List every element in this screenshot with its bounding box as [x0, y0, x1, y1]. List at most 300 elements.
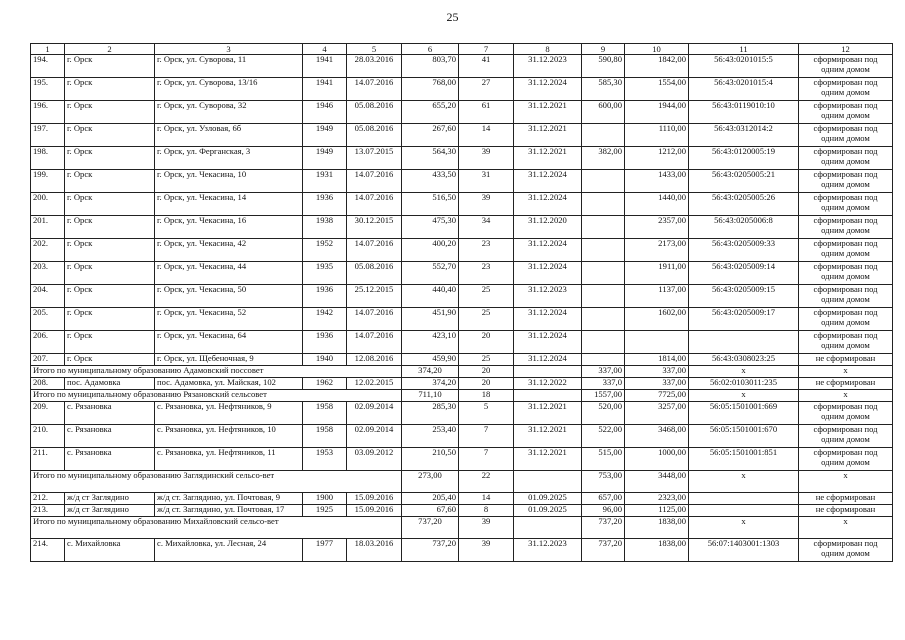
- table-cell: 203.: [31, 262, 65, 285]
- table-row: [31, 78, 893, 101]
- column-number-row: [31, 44, 893, 55]
- table-cell: 31.12.2021: [514, 448, 582, 471]
- table-cell: 1949: [303, 147, 347, 170]
- table-cell: 768,00: [402, 78, 459, 101]
- subtotal-label: Итого по муниципальному образованию Заглядинский сельсо-вет: [31, 471, 402, 493]
- table-row: [31, 147, 893, 170]
- table-cell: 209.: [31, 402, 65, 425]
- table-cell: 475,30: [402, 216, 459, 239]
- table-cell: 1814,00: [625, 354, 689, 366]
- table-cell: 423,10: [402, 331, 459, 354]
- table-cell: 1949: [303, 124, 347, 147]
- table-cell: сформирован под одним домом: [799, 78, 893, 101]
- table-cell: 285,30: [402, 402, 459, 425]
- table-cell: 1931: [303, 170, 347, 193]
- subtotal-row: [31, 471, 893, 493]
- table-cell: 22: [459, 471, 514, 493]
- table-cell: г. Орск: [65, 170, 155, 193]
- column-header: 12: [799, 44, 893, 55]
- table-cell: 5: [459, 402, 514, 425]
- table-cell: 1925: [303, 505, 347, 517]
- table-cell: сформирован под одним домом: [799, 101, 893, 124]
- table-cell: 208.: [31, 378, 65, 390]
- table-cell: 15.09.2016: [347, 493, 402, 505]
- table-cell: 202.: [31, 239, 65, 262]
- table-cell: сформирован под одним домом: [799, 285, 893, 308]
- table-cell: 31.12.2021: [514, 402, 582, 425]
- table-row: [31, 505, 893, 517]
- table-row: [31, 216, 893, 239]
- table-cell: г. Орск: [65, 78, 155, 101]
- table-cell: 1935: [303, 262, 347, 285]
- table-cell: [582, 124, 625, 147]
- table-cell: [582, 285, 625, 308]
- table-cell: г. Орск: [65, 354, 155, 366]
- table-cell: 31.12.2023: [514, 539, 582, 562]
- table-cell: не сформирован: [799, 354, 893, 366]
- table-cell: 39: [459, 539, 514, 562]
- table-cell: г. Орск: [65, 216, 155, 239]
- column-header: 7: [459, 44, 514, 55]
- table-cell: г. Орск, ул. Узловая, 6б: [155, 124, 303, 147]
- table-cell: 56:02:0103011:235: [689, 378, 799, 390]
- table-cell: 522,00: [582, 425, 625, 448]
- table-cell: 67,60: [402, 505, 459, 517]
- table-cell: сформирован под одним домом: [799, 239, 893, 262]
- table-cell: 737,20: [582, 539, 625, 562]
- table-cell: 56:05:1501001:669: [689, 402, 799, 425]
- table-cell: 655,20: [402, 101, 459, 124]
- table-cell: 440,40: [402, 285, 459, 308]
- table-cell: 56:43:0308023:25: [689, 354, 799, 366]
- table-cell: 564,30: [402, 147, 459, 170]
- table-cell: 1838,00: [625, 517, 689, 539]
- table-cell: 1900: [303, 493, 347, 505]
- table-cell: 31.12.2024: [514, 308, 582, 331]
- table-cell: г. Орск, ул. Чекасина, 14: [155, 193, 303, 216]
- table-cell: 1838,00: [625, 539, 689, 562]
- table-row: [31, 308, 893, 331]
- subtotal-row: [31, 390, 893, 402]
- table-cell: 737,20: [582, 517, 625, 539]
- table-cell: 253,40: [402, 425, 459, 448]
- table-cell: г. Орск: [65, 331, 155, 354]
- table-cell: 210,50: [402, 448, 459, 471]
- table-cell: 05.08.2016: [347, 262, 402, 285]
- table-cell: 3448,00: [625, 471, 689, 493]
- table-cell: [689, 331, 799, 354]
- table-cell: 803,70: [402, 55, 459, 78]
- column-header: 1: [31, 44, 65, 55]
- table-cell: г. Орск, ул. Чекасина, 50: [155, 285, 303, 308]
- table-cell: с. Михайловка: [65, 539, 155, 562]
- table-cell: 1958: [303, 425, 347, 448]
- table-cell: 753,00: [582, 471, 625, 493]
- table-cell: 14.07.2016: [347, 331, 402, 354]
- table-cell: 56:43:0205005:26: [689, 193, 799, 216]
- table-cell: сформирован под одним домом: [799, 539, 893, 562]
- table-cell: 2357,00: [625, 216, 689, 239]
- table-cell: 56:43:0205009:33: [689, 239, 799, 262]
- table-row: [31, 239, 893, 262]
- table-row: [31, 493, 893, 505]
- table-cell: сформирован под одним домом: [799, 331, 893, 354]
- column-header: 10: [625, 44, 689, 55]
- table-cell: 199.: [31, 170, 65, 193]
- table-cell: х: [799, 471, 893, 493]
- table-cell: 15.09.2016: [347, 505, 402, 517]
- table-cell: 31.12.2023: [514, 55, 582, 78]
- table-cell: 273,00: [402, 471, 459, 493]
- table-cell: 39: [459, 193, 514, 216]
- table-cell: сформирован под одним домом: [799, 193, 893, 216]
- table-cell: 600,00: [582, 101, 625, 124]
- table-cell: 1936: [303, 331, 347, 354]
- table-cell: 56:43:0201015:4: [689, 78, 799, 101]
- table-cell: 7: [459, 425, 514, 448]
- table-row: [31, 378, 893, 390]
- table-cell: 05.08.2016: [347, 124, 402, 147]
- table-cell: 31.12.2024: [514, 239, 582, 262]
- table-row: [31, 285, 893, 308]
- table-cell: 56:05:1501001:851: [689, 448, 799, 471]
- table-cell: не сформирован: [799, 505, 893, 517]
- table-cell: 515,00: [582, 448, 625, 471]
- table-cell: 337,00: [625, 378, 689, 390]
- table-cell: 1941: [303, 78, 347, 101]
- table-cell: 56:43:0312014:2: [689, 124, 799, 147]
- table-cell: 205.: [31, 308, 65, 331]
- table-cell: 374,20: [402, 366, 459, 378]
- table-cell: [582, 354, 625, 366]
- table-cell: 30.12.2015: [347, 216, 402, 239]
- table-cell: 14.07.2016: [347, 308, 402, 331]
- table-row: [31, 448, 893, 471]
- table-row: [31, 539, 893, 562]
- table-cell: 2173,00: [625, 239, 689, 262]
- table-cell: 02.09.2014: [347, 425, 402, 448]
- table-cell: 206.: [31, 331, 65, 354]
- table-cell: 657,00: [582, 493, 625, 505]
- table-cell: 1842,00: [625, 55, 689, 78]
- table-cell: [625, 331, 689, 354]
- table-cell: 198.: [31, 147, 65, 170]
- subtotal-label: Итого по муниципальному образованию Михайловский сельсо-вет: [31, 517, 402, 539]
- table-cell: 56:43:0119010:10: [689, 101, 799, 124]
- table-cell: 451,90: [402, 308, 459, 331]
- table-cell: 337,00: [625, 366, 689, 378]
- table-cell: 12.02.2015: [347, 378, 402, 390]
- table-cell: 34: [459, 216, 514, 239]
- table-cell: [582, 170, 625, 193]
- table-cell: г. Орск, ул. Суворова, 13/16: [155, 78, 303, 101]
- table-cell: [514, 390, 582, 402]
- table-cell: г. Орск, ул. Чекасина, 44: [155, 262, 303, 285]
- table-cell: 96,00: [582, 505, 625, 517]
- table-row: [31, 425, 893, 448]
- table-cell: 1941: [303, 55, 347, 78]
- table-row: [31, 55, 893, 78]
- table-cell: 02.09.2014: [347, 402, 402, 425]
- table-cell: 31.12.2024: [514, 262, 582, 285]
- table-cell: ж/д ст. Заглядино, ул. Почтовая, 17: [155, 505, 303, 517]
- table-cell: сформирован под одним домом: [799, 147, 893, 170]
- table-cell: 56:43:0201015:5: [689, 55, 799, 78]
- table-cell: 382,00: [582, 147, 625, 170]
- table-cell: 56:43:0205009:17: [689, 308, 799, 331]
- table-cell: 23: [459, 239, 514, 262]
- table-cell: [582, 239, 625, 262]
- table-cell: х: [689, 471, 799, 493]
- table-cell: г. Орск: [65, 285, 155, 308]
- table-cell: 25: [459, 308, 514, 331]
- table-row: [31, 402, 893, 425]
- table-cell: 18.03.2016: [347, 539, 402, 562]
- table-cell: г. Орск, ул. Щебеночная, 9: [155, 354, 303, 366]
- table-cell: 31.12.2024: [514, 331, 582, 354]
- table-cell: [514, 471, 582, 493]
- table-cell: сформирован под одним домом: [799, 262, 893, 285]
- table-cell: 28.03.2016: [347, 55, 402, 78]
- table-cell: 01.09.2025: [514, 505, 582, 517]
- table-cell: 1936: [303, 193, 347, 216]
- table-cell: г. Орск: [65, 239, 155, 262]
- table-cell: 56:07:1403001:1303: [689, 539, 799, 562]
- table-cell: 195.: [31, 78, 65, 101]
- table-cell: 31: [459, 170, 514, 193]
- table-cell: 13.07.2015: [347, 147, 402, 170]
- column-header: 6: [402, 44, 459, 55]
- table-cell: 1958: [303, 402, 347, 425]
- table-cell: сформирован под одним домом: [799, 216, 893, 239]
- table-cell: 14.07.2016: [347, 239, 402, 262]
- table-cell: 1942: [303, 308, 347, 331]
- table-cell: [689, 493, 799, 505]
- table-cell: 197.: [31, 124, 65, 147]
- table-cell: 56:05:1501001:670: [689, 425, 799, 448]
- table-cell: 1110,00: [625, 124, 689, 147]
- column-header: 9: [582, 44, 625, 55]
- subtotal-row: [31, 366, 893, 378]
- table-cell: 56:43:0205009:15: [689, 285, 799, 308]
- table-cell: 585,30: [582, 78, 625, 101]
- table-cell: 196.: [31, 101, 65, 124]
- table-cell: г. Орск, ул. Суворова, 11: [155, 55, 303, 78]
- table-cell: 31.12.2021: [514, 425, 582, 448]
- table-cell: 207.: [31, 354, 65, 366]
- table-cell: сформирован под одним домом: [799, 55, 893, 78]
- subtotal-row: [31, 517, 893, 539]
- table-cell: г. Орск: [65, 262, 155, 285]
- table-cell: 1602,00: [625, 308, 689, 331]
- table-cell: с. Рязановка, ул. Нефтяников, 10: [155, 425, 303, 448]
- table-cell: 1962: [303, 378, 347, 390]
- table-cell: 12.08.2016: [347, 354, 402, 366]
- table-cell: 267,60: [402, 124, 459, 147]
- table-cell: г. Орск: [65, 101, 155, 124]
- table-cell: [689, 505, 799, 517]
- table-cell: 1433,00: [625, 170, 689, 193]
- table-cell: 7725,00: [625, 390, 689, 402]
- table-cell: с. Рязановка: [65, 402, 155, 425]
- table-cell: сформирован под одним домом: [799, 124, 893, 147]
- table-cell: 200.: [31, 193, 65, 216]
- table-cell: 711,10: [402, 390, 459, 402]
- table-cell: 1911,00: [625, 262, 689, 285]
- table-cell: 23: [459, 262, 514, 285]
- column-header: 4: [303, 44, 347, 55]
- table-cell: 31.12.2021: [514, 147, 582, 170]
- table-cell: 31.12.2024: [514, 354, 582, 366]
- table-cell: 210.: [31, 425, 65, 448]
- table-cell: 3468,00: [625, 425, 689, 448]
- table-row: [31, 101, 893, 124]
- table-cell: 39: [459, 147, 514, 170]
- table-body: [31, 55, 893, 562]
- table-cell: 18: [459, 390, 514, 402]
- table-cell: ж/д ст Заглядино: [65, 493, 155, 505]
- table-cell: 1938: [303, 216, 347, 239]
- table-cell: г. Орск, ул. Чекасина, 16: [155, 216, 303, 239]
- table-cell: г. Орск: [65, 124, 155, 147]
- table-cell: 1952: [303, 239, 347, 262]
- table-cell: 25: [459, 285, 514, 308]
- table-cell: сформирован под одним домом: [799, 402, 893, 425]
- table-cell: [582, 193, 625, 216]
- table-cell: 1944,00: [625, 101, 689, 124]
- table-cell: 213.: [31, 505, 65, 517]
- table-cell: 1977: [303, 539, 347, 562]
- table-cell: 56:43:0205005:21: [689, 170, 799, 193]
- table-cell: сформирован под одним домом: [799, 308, 893, 331]
- table-cell: 516,50: [402, 193, 459, 216]
- table-cell: 337,0: [582, 378, 625, 390]
- table-cell: 31.12.2020: [514, 216, 582, 239]
- table-cell: 214.: [31, 539, 65, 562]
- table-cell: [582, 262, 625, 285]
- table-cell: г. Орск: [65, 147, 155, 170]
- table-cell: с. Михайловка, ул. Лесная, 24: [155, 539, 303, 562]
- table-cell: г. Орск: [65, 193, 155, 216]
- table-cell: 61: [459, 101, 514, 124]
- table-row: [31, 124, 893, 147]
- table-cell: 1212,00: [625, 147, 689, 170]
- table-cell: г. Орск: [65, 55, 155, 78]
- table-cell: х: [799, 390, 893, 402]
- table-cell: 56:43:0205006:8: [689, 216, 799, 239]
- table-cell: 31.12.2024: [514, 193, 582, 216]
- table-cell: ж/д ст. Заглядино, ул. Почтовая, 9: [155, 493, 303, 505]
- table-cell: 14: [459, 124, 514, 147]
- table-cell: сформирован под одним домом: [799, 170, 893, 193]
- table-cell: 31.12.2021: [514, 101, 582, 124]
- table-cell: с. Рязановка: [65, 425, 155, 448]
- table-cell: 590,80: [582, 55, 625, 78]
- table-cell: 400,20: [402, 239, 459, 262]
- table-cell: 337,00: [582, 366, 625, 378]
- table-cell: х: [689, 366, 799, 378]
- table-cell: 7: [459, 448, 514, 471]
- subtotal-label: Итого по муниципальному образованию Адамовский поссовет: [31, 366, 402, 378]
- table-cell: 14.07.2016: [347, 170, 402, 193]
- table-cell: 01.09.2025: [514, 493, 582, 505]
- table-cell: не сформирован: [799, 493, 893, 505]
- table-cell: с. Рязановка: [65, 448, 155, 471]
- table-cell: г. Орск, ул. Чекасина, 64: [155, 331, 303, 354]
- table-cell: 1946: [303, 101, 347, 124]
- table-cell: 31.12.2021: [514, 124, 582, 147]
- table-cell: [582, 216, 625, 239]
- table-cell: 31.12.2022: [514, 378, 582, 390]
- table-cell: х: [689, 517, 799, 539]
- table-cell: 56:43:0205009:14: [689, 262, 799, 285]
- table-cell: 31.12.2023: [514, 285, 582, 308]
- table-cell: 211.: [31, 448, 65, 471]
- table-cell: г. Орск, ул. Суворова, 32: [155, 101, 303, 124]
- column-header: 3: [155, 44, 303, 55]
- table-cell: 1125,00: [625, 505, 689, 517]
- table-cell: [514, 517, 582, 539]
- table-cell: 31.12.2024: [514, 170, 582, 193]
- table-cell: г. Орск, ул. Чекасина, 52: [155, 308, 303, 331]
- table-cell: 1137,00: [625, 285, 689, 308]
- table-cell: 212.: [31, 493, 65, 505]
- column-header: 8: [514, 44, 582, 55]
- column-header: 5: [347, 44, 402, 55]
- column-header: 2: [65, 44, 155, 55]
- table-cell: 374,20: [402, 378, 459, 390]
- register-table: [30, 43, 893, 562]
- table-cell: 194.: [31, 55, 65, 78]
- table-cell: 737,20: [402, 539, 459, 562]
- table-cell: г. Орск, ул. Ферганская, 3: [155, 147, 303, 170]
- table-cell: сформирован под одним домом: [799, 425, 893, 448]
- table-cell: [582, 308, 625, 331]
- table-cell: х: [799, 366, 893, 378]
- table-cell: 459,90: [402, 354, 459, 366]
- table-cell: 25.12.2015: [347, 285, 402, 308]
- table-cell: 737,20: [402, 517, 459, 539]
- table-cell: 03.09.2012: [347, 448, 402, 471]
- table-cell: 520,00: [582, 402, 625, 425]
- table-cell: 1936: [303, 285, 347, 308]
- table-cell: ж/д ст Заглядино: [65, 505, 155, 517]
- table-cell: 20: [459, 331, 514, 354]
- table-cell: 1940: [303, 354, 347, 366]
- table-cell: 8: [459, 505, 514, 517]
- table-cell: 1953: [303, 448, 347, 471]
- table-cell: 20: [459, 378, 514, 390]
- table-cell: 1000,00: [625, 448, 689, 471]
- table-cell: пос. Адамовка: [65, 378, 155, 390]
- table-row: [31, 193, 893, 216]
- table-cell: [582, 331, 625, 354]
- table-cell: с. Рязановка, ул. Нефтяников, 11: [155, 448, 303, 471]
- page-number: 25: [446, 10, 459, 24]
- table-cell: 552,70: [402, 262, 459, 285]
- table-cell: г. Орск, ул. Чекасина, 42: [155, 239, 303, 262]
- table-cell: не сформирован: [799, 378, 893, 390]
- table-cell: [514, 366, 582, 378]
- table-cell: г. Орск, ул. Чекасина, 10: [155, 170, 303, 193]
- table-cell: 2323,00: [625, 493, 689, 505]
- table-cell: 3257,00: [625, 402, 689, 425]
- table-cell: 39: [459, 517, 514, 539]
- table-cell: 31.12.2024: [514, 78, 582, 101]
- table-cell: 25: [459, 354, 514, 366]
- table-cell: 204.: [31, 285, 65, 308]
- table-cell: 1557,00: [582, 390, 625, 402]
